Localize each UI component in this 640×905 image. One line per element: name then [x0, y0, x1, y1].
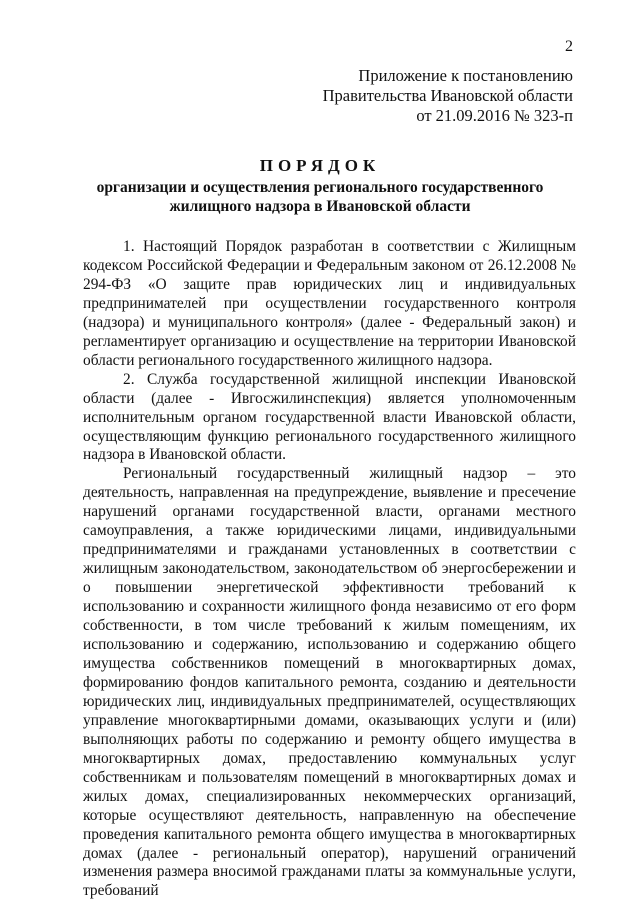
document-body — [83, 238, 576, 901]
appendix-header — [323, 66, 573, 126]
paragraph-2: 2. Служба государственной жилищной инспекции Ивановской области (далее - Ивгосжилинспекция) является уполномоченным исполнительным органом государственной власти Ивановской области, осуществляющим функцию регионального государственного жилищного надзора в Ивановской области. — [83, 370, 576, 464]
paragraph-3: Региональный государственный жилищный надзор – это деятельность, направленная на предупреждение, выявление и пресечение нарушений органами государственной власти, органами местного самоуправления, а также юридическими лицами, индивидуальными предпринимателями и гражданами установленных в соответствии с жилищным законодательством, законодательством об энергосбережении и о повышении энергетической эффективности требований к использованию и сохранности жилищного фонда независимо от его форм собственности, в том числе требований к жилым помещениям, их использованию и содержанию, использованию и содержанию общего имущества собственников помещений в многоквартирных домах, формированию фондов капитального ремонта, созданию и деятельности юридических лиц, индивидуальных предпринимателей, осуществляющих управление многоквартирными домами, оказывающих услуги и (или) выполняющих работы по содержанию и ремонту общего имущества в многоквартирных домах, предоставлению коммунальных услуг собственникам и пользователям помещений в многоквартирных домах и жилых домах, специализированных некоммерческих организаций, которые осуществляют деятельность, направленную на обеспечение проведения капитального ремонта общего имущества в многоквартирных домах (далее - региональный оператор), нарушений ограничений изменения размера вносимой гражданами платы за коммунальные услуги, требований — [83, 465, 576, 900]
paragraph-1: 1. Настоящий Порядок разработан в соответствии с Жилищным кодексом Российской Федерации и Федеральным законом от 26.12.2008 № 294-ФЗ «О защите прав юридических лиц и индивидуальных предпринимателей при осуществлении государственного контроля (надзора) и муниципального контроля» (далее - Федеральный закон) и регламентирует организацию и осуществление на территории Ивановской области регионального государственного жилищного надзора. — [83, 238, 576, 369]
page-number: 2 — [565, 38, 573, 55]
appendix-line-2: Правительства Ивановской области — [322, 86, 573, 105]
document-subtitle: организации и осуществления регионального государственного жилищного надзора в Ивановской области — [96, 179, 544, 215]
document-title: ПОРЯДОК — [259, 156, 381, 175]
appendix-line-1: Приложение к постановлению — [358, 66, 573, 85]
appendix-line-3: от 21.09.2016 № 323-п — [416, 106, 573, 125]
